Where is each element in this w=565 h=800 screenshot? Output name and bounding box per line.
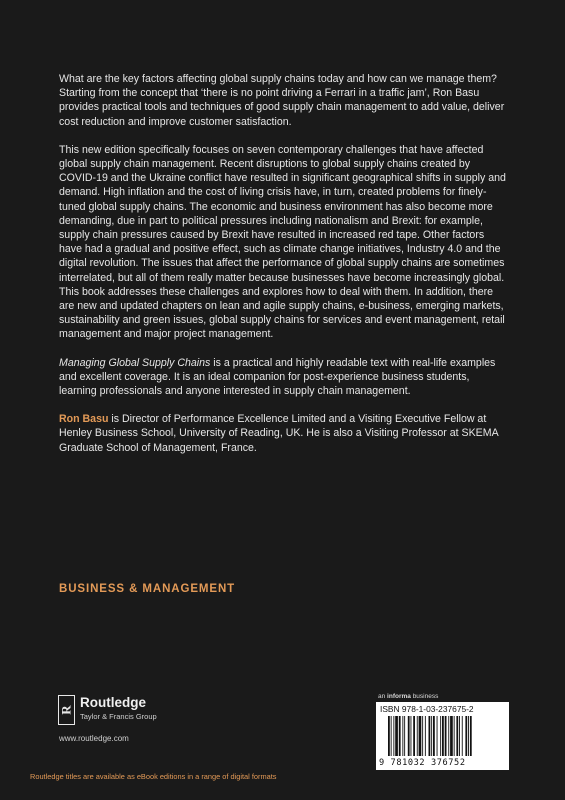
routledge-logo-letter: R bbox=[58, 705, 74, 715]
book-title: Managing Global Supply Chains bbox=[59, 356, 211, 369]
publisher-name: Routledge bbox=[80, 695, 146, 710]
isbn-label: ISBN 978-1-03-237675-2 bbox=[380, 704, 474, 714]
summary-text: is a practical and highly readable text with real-life examples and excellent coverage. It is an ideal companion for post-experience business students, learning professionals and anyone interested in supply chain management. bbox=[59, 356, 496, 398]
informa-brand: informa bbox=[387, 693, 411, 700]
publisher-url: www.routledge.com bbox=[59, 734, 129, 743]
informa-suffix: business bbox=[410, 693, 439, 700]
ebook-notice: Routledge titles are available as eBook editions in a range of digital formats bbox=[30, 772, 277, 781]
author-name: Ron Basu bbox=[59, 413, 109, 426]
blurb-paragraph-summary bbox=[59, 356, 509, 399]
author-bio bbox=[59, 412, 509, 455]
author-bio-text: is Director of Performance Excellence Limited and a Visiting Executive Fellow at Henley Business School, University of Reading, UK. He is also a Visiting Professor at SKEMA Graduate School of Management, France. bbox=[59, 413, 499, 454]
informa-tagline bbox=[378, 693, 438, 700]
blurb-paragraph-intro: What are the key factors affecting global supply chains today and how can we manage them? Starting from the concept that ‘there is no point driving a Ferrari in a traffic jam’, Ron Basu provides practical tools and techniques of good supply chain management to add value, deliver cost reduction and improve customer satisfaction. bbox=[59, 73, 505, 128]
subject-category: BUSINESS & MANAGEMENT bbox=[59, 583, 236, 595]
publisher-group: Taylor & Francis Group bbox=[80, 712, 157, 721]
blurb-paragraph-edition: This new edition specifically focuses on seven contemporary challenges that have affected global supply chain management. Recent disruptions to global supply chains created by COVID-19 and the Ukraine conflict have resulted in significant geographical shifts in supply and demand. High inflation and the cost of living crisis have, in turn, created problems for finely-tuned global supply chains. The economic and business environment has also become more demanding, due in part to political pressures including nationalism and Brexit: for example, supply chain pressures caused by Brexit have resulted in increased red tape. Other factors have had a gradual and positive effect, such as climate change initiatives, Industry 4.0 and the digital revolution. The issues that affect the performance of global supply chains are sometimes interrelated, but all of them really matter because businesses have become increasingly global. This book addresses these challenges and explores how to deal with them. In addition, there are new and updated chapters on lean and agile supply chains, e-business, emerging markets, sustainability and green issues, global supply chains for services and event management, retail management and major project management. bbox=[59, 143, 506, 341]
routledge-logo-icon bbox=[58, 695, 75, 725]
barcode bbox=[376, 702, 509, 770]
informa-prefix: an bbox=[378, 693, 388, 700]
blurb bbox=[59, 72, 509, 469]
barcode-bars bbox=[388, 716, 498, 756]
barcode-digits: 9 781032 376752 bbox=[379, 758, 466, 768]
